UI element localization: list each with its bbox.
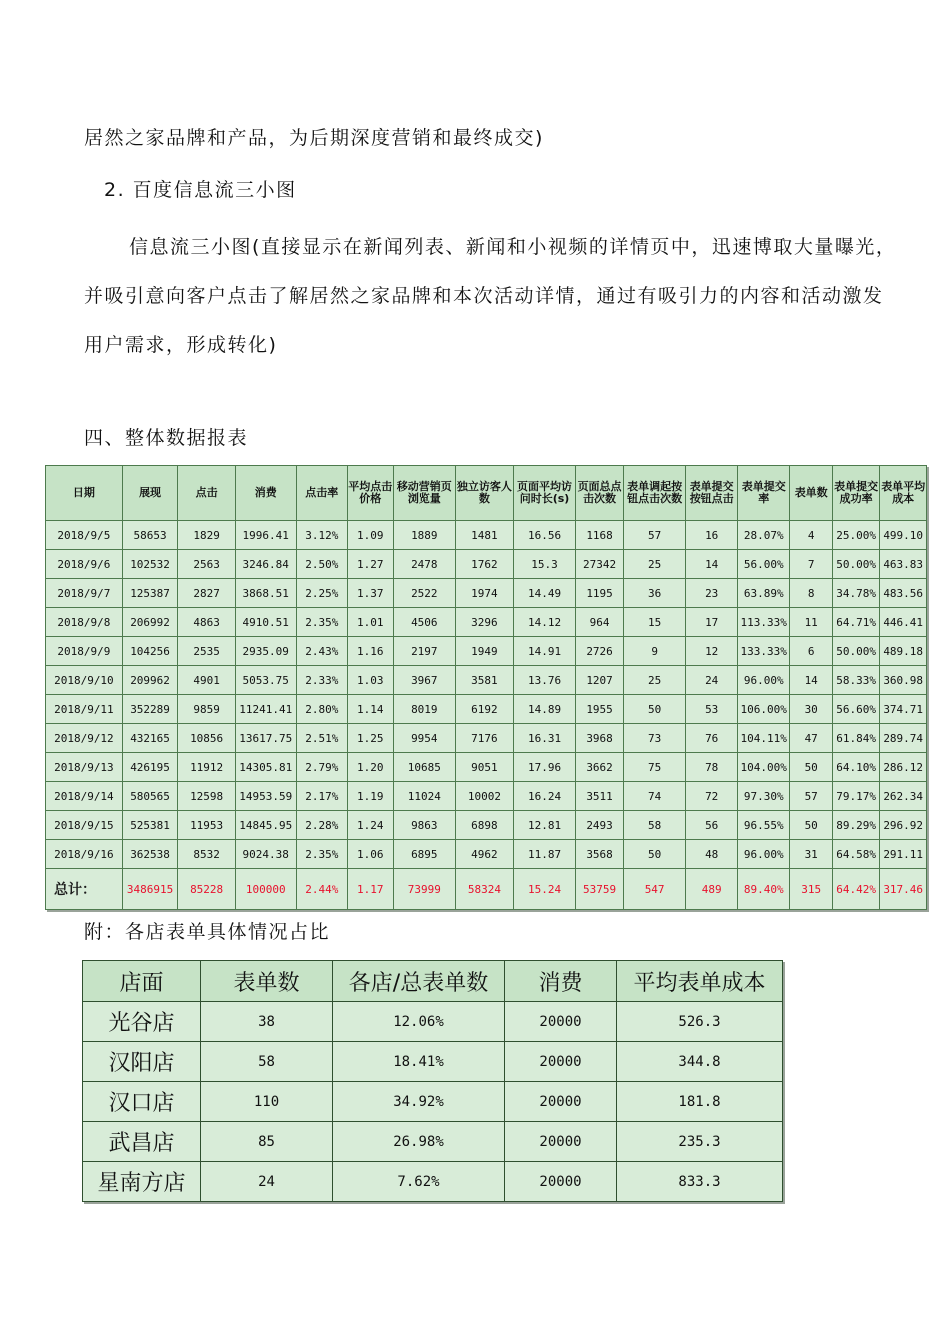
table-cell: 14.89 — [513, 695, 576, 724]
table-row — [46, 811, 927, 840]
table-row — [46, 753, 927, 782]
table-cell: 525381 — [122, 811, 178, 840]
table-cell: 499.10 — [880, 521, 927, 550]
table-row — [46, 521, 927, 550]
table-cell: 57 — [623, 521, 686, 550]
table-cell: 6 — [790, 637, 832, 666]
table-cell: 25 — [623, 550, 686, 579]
table-row — [46, 608, 927, 637]
table-cell: 20000 — [505, 1122, 617, 1162]
table-cell: 16.56 — [513, 521, 576, 550]
table-cell: 580565 — [122, 782, 178, 811]
table-cell: 125387 — [122, 579, 178, 608]
table-cell: 50.00% — [832, 637, 879, 666]
store-header-row — [83, 961, 783, 1002]
date-cell: 2018/9/14 — [46, 782, 123, 811]
table-cell: 1.27 — [348, 550, 393, 579]
table-cell: 296.92 — [880, 811, 927, 840]
column-header: 表单数 — [790, 466, 832, 521]
table-cell: 13617.75 — [235, 724, 296, 753]
table-cell: 34.78% — [832, 579, 879, 608]
table-cell: 14305.81 — [235, 753, 296, 782]
column-header: 表单提交率 — [737, 466, 790, 521]
table-cell: 27342 — [576, 550, 623, 579]
table-cell: 20000 — [505, 1162, 617, 1202]
table-cell: 96.00% — [737, 840, 790, 869]
table-row — [46, 782, 927, 811]
table-cell: 4506 — [393, 608, 456, 637]
table-cell: 53 — [686, 695, 738, 724]
table-cell: 2.51% — [296, 724, 348, 753]
table-row — [46, 695, 927, 724]
table-cell: 1.24 — [348, 811, 393, 840]
report-body — [46, 521, 927, 910]
table-cell: 14 — [686, 550, 738, 579]
table-cell: 352289 — [122, 695, 178, 724]
table-cell: 16 — [686, 521, 738, 550]
column-header: 消费 — [505, 961, 617, 1002]
table-cell: 72 — [686, 782, 738, 811]
table-cell: 2726 — [576, 637, 623, 666]
table-cell: 28.07% — [737, 521, 790, 550]
total-cell: 489 — [686, 869, 738, 910]
table-row — [46, 637, 927, 666]
table-cell: 9954 — [393, 724, 456, 753]
column-header: 独立访客人数 — [456, 466, 514, 521]
total-cell: 53759 — [576, 869, 623, 910]
paragraph-brand: 居然之家品牌和产品，为后期深度营销和最终成交) — [84, 127, 544, 149]
total-cell: 64.42% — [832, 869, 879, 910]
table-cell: 106.00% — [737, 695, 790, 724]
column-header: 表单提交成功率 — [832, 466, 879, 521]
table-cell: 24 — [686, 666, 738, 695]
table-cell: 6898 — [456, 811, 514, 840]
total-cell: 547 — [623, 869, 686, 910]
table-cell: 2.28% — [296, 811, 348, 840]
table-cell: 3581 — [456, 666, 514, 695]
table-cell: 78 — [686, 753, 738, 782]
table-cell: 483.56 — [880, 579, 927, 608]
paragraph-feed-description: 信息流三小图(直接显示在新闻列表、新闻和小视频的详情页中，迅速博取大量曝光，并吸引意向客户点击了解居然之家品牌和本次活动详情，通过有吸引力的内容和活动激发用户需求，形成转化) — [84, 236, 897, 356]
table-cell: 262.34 — [880, 782, 927, 811]
table-cell: 2.35% — [296, 608, 348, 637]
table-cell: 34.92% — [333, 1082, 505, 1122]
table-cell: 2.43% — [296, 637, 348, 666]
table-cell: 58.33% — [832, 666, 879, 695]
store-name-cell: 汉口店 — [83, 1082, 201, 1122]
table-cell: 96.55% — [737, 811, 790, 840]
table-cell: 64.71% — [832, 608, 879, 637]
table-cell: 1207 — [576, 666, 623, 695]
table-cell: 96.00% — [737, 666, 790, 695]
table-cell: 344.8 — [617, 1042, 783, 1082]
table-cell: 2935.09 — [235, 637, 296, 666]
table-cell: 75 — [623, 753, 686, 782]
column-header: 点击率 — [296, 466, 348, 521]
table-cell: 14953.59 — [235, 782, 296, 811]
table-cell: 4 — [790, 521, 832, 550]
table-cell: 7176 — [456, 724, 514, 753]
table-cell: 3511 — [576, 782, 623, 811]
table-row — [83, 1042, 783, 1082]
table-cell: 1.19 — [348, 782, 393, 811]
table-cell: 1889 — [393, 521, 456, 550]
table-cell: 20000 — [505, 1002, 617, 1042]
table-cell: 104.11% — [737, 724, 790, 753]
table-cell: 4910.51 — [235, 608, 296, 637]
table-cell: 4863 — [178, 608, 236, 637]
table-cell: 9051 — [456, 753, 514, 782]
table-cell: 2.17% — [296, 782, 348, 811]
table-cell: 17 — [686, 608, 738, 637]
column-header: 表单提交按钮点击 — [686, 466, 738, 521]
table-cell: 4962 — [456, 840, 514, 869]
table-cell: 2535 — [178, 637, 236, 666]
table-cell: 11.87 — [513, 840, 576, 869]
table-cell: 10856 — [178, 724, 236, 753]
table-cell: 26.98% — [333, 1122, 505, 1162]
total-cell: 3486915 — [122, 869, 178, 910]
table-cell: 1.14 — [348, 695, 393, 724]
table-cell: 56.00% — [737, 550, 790, 579]
total-cell: 15.24 — [513, 869, 576, 910]
total-cell: 73999 — [393, 869, 456, 910]
table-cell: 16.24 — [513, 782, 576, 811]
table-cell: 50 — [623, 695, 686, 724]
table-cell: 10685 — [393, 753, 456, 782]
column-header: 平均表单成本 — [617, 961, 783, 1002]
table-cell: 2.35% — [296, 840, 348, 869]
store-body — [83, 1002, 783, 1202]
total-cell: 100000 — [235, 869, 296, 910]
table-row — [83, 1002, 783, 1042]
store-name-cell: 汉阳店 — [83, 1042, 201, 1082]
table-cell: 374.71 — [880, 695, 927, 724]
table-cell: 6192 — [456, 695, 514, 724]
table-cell: 48 — [686, 840, 738, 869]
date-cell: 2018/9/7 — [46, 579, 123, 608]
table-cell: 38 — [201, 1002, 333, 1042]
column-header: 日期 — [46, 466, 123, 521]
table-cell: 73 — [623, 724, 686, 753]
table-cell: 14845.95 — [235, 811, 296, 840]
table-cell: 20000 — [505, 1042, 617, 1082]
table-cell: 3568 — [576, 840, 623, 869]
total-cell: 58324 — [456, 869, 514, 910]
table-cell: 58653 — [122, 521, 178, 550]
table-cell: 1996.41 — [235, 521, 296, 550]
table-cell: 14.12 — [513, 608, 576, 637]
table-cell: 1.20 — [348, 753, 393, 782]
total-cell: 1.17 — [348, 869, 393, 910]
table-cell: 50 — [790, 753, 832, 782]
total-row — [46, 869, 927, 910]
table-cell: 1.03 — [348, 666, 393, 695]
table-cell: 64.58% — [832, 840, 879, 869]
table-cell: 1.01 — [348, 608, 393, 637]
column-header: 点击 — [178, 466, 236, 521]
table-cell: 15 — [623, 608, 686, 637]
total-label: 总计： — [46, 869, 123, 910]
column-header: 店面 — [83, 961, 201, 1002]
date-cell: 2018/9/6 — [46, 550, 123, 579]
table-cell: 63.89% — [737, 579, 790, 608]
table-cell: 11241.41 — [235, 695, 296, 724]
date-cell: 2018/9/12 — [46, 724, 123, 753]
table-cell: 7 — [790, 550, 832, 579]
table-cell: 9859 — [178, 695, 236, 724]
table-cell: 11912 — [178, 753, 236, 782]
column-header: 移动营销页浏览量 — [393, 466, 456, 521]
table-cell: 426195 — [122, 753, 178, 782]
table-cell: 30 — [790, 695, 832, 724]
table-cell: 289.74 — [880, 724, 927, 753]
table-cell: 3.12% — [296, 521, 348, 550]
table-cell: 3246.84 — [235, 550, 296, 579]
table-cell: 74 — [623, 782, 686, 811]
column-header: 表单数 — [201, 961, 333, 1002]
table-cell: 14 — [790, 666, 832, 695]
column-header: 平均点击价格 — [348, 466, 393, 521]
table-cell: 17.96 — [513, 753, 576, 782]
column-header: 页面总点击次数 — [576, 466, 623, 521]
date-cell: 2018/9/13 — [46, 753, 123, 782]
table-cell: 14.49 — [513, 579, 576, 608]
table-cell: 3296 — [456, 608, 514, 637]
table-row — [46, 550, 927, 579]
table-cell: 56 — [686, 811, 738, 840]
table-cell: 12598 — [178, 782, 236, 811]
table-cell: 4901 — [178, 666, 236, 695]
table-cell: 58 — [201, 1042, 333, 1082]
report-header-row — [46, 466, 927, 521]
table-cell: 1.37 — [348, 579, 393, 608]
table-cell: 2827 — [178, 579, 236, 608]
table-row — [46, 579, 927, 608]
table-cell: 3967 — [393, 666, 456, 695]
table-cell: 58 — [623, 811, 686, 840]
table-row — [46, 724, 927, 753]
table-cell: 9863 — [393, 811, 456, 840]
section-title-data-report: 四、整体数据报表 — [84, 427, 249, 449]
column-header: 表单平均成本 — [880, 466, 927, 521]
table-cell: 1974 — [456, 579, 514, 608]
table-cell: 89.29% — [832, 811, 879, 840]
table-cell: 14.91 — [513, 637, 576, 666]
table-cell: 110 — [201, 1082, 333, 1122]
store-name-cell: 光谷店 — [83, 1002, 201, 1042]
date-cell: 2018/9/5 — [46, 521, 123, 550]
store-name-cell: 星南方店 — [83, 1162, 201, 1202]
appendix-title: 附：各店表单具体情况占比 — [84, 921, 331, 943]
table-cell: 7.62% — [333, 1162, 505, 1202]
table-cell: 2522 — [393, 579, 456, 608]
table-cell: 25 — [623, 666, 686, 695]
table-cell: 20000 — [505, 1082, 617, 1122]
table-cell: 113.33% — [737, 608, 790, 637]
table-cell: 446.41 — [880, 608, 927, 637]
table-cell: 3968 — [576, 724, 623, 753]
table-cell: 50.00% — [832, 550, 879, 579]
table-cell: 3868.51 — [235, 579, 296, 608]
table-cell: 16.31 — [513, 724, 576, 753]
table-cell: 102532 — [122, 550, 178, 579]
column-header: 各店/总表单数 — [333, 961, 505, 1002]
table-cell: 47 — [790, 724, 832, 753]
table-row — [46, 666, 927, 695]
table-cell: 3662 — [576, 753, 623, 782]
table-cell: 432165 — [122, 724, 178, 753]
total-cell: 315 — [790, 869, 832, 910]
table-cell: 206992 — [122, 608, 178, 637]
table-cell: 463.83 — [880, 550, 927, 579]
table-cell: 2.79% — [296, 753, 348, 782]
column-header: 展现 — [122, 466, 178, 521]
table-cell: 6895 — [393, 840, 456, 869]
table-cell: 181.8 — [617, 1082, 783, 1122]
table-row — [83, 1082, 783, 1122]
table-cell: 11 — [790, 608, 832, 637]
table-cell: 13.76 — [513, 666, 576, 695]
table-row — [83, 1162, 783, 1202]
table-cell: 2493 — [576, 811, 623, 840]
table-cell: 489.18 — [880, 637, 927, 666]
table-cell: 31 — [790, 840, 832, 869]
table-cell: 2.50% — [296, 550, 348, 579]
table-cell: 18.41% — [333, 1042, 505, 1082]
total-cell: 89.40% — [737, 869, 790, 910]
column-header: 表单调起按钮点击次数 — [623, 466, 686, 521]
data-report-table — [45, 465, 927, 910]
table-cell: 1.09 — [348, 521, 393, 550]
table-row — [46, 840, 927, 869]
table-cell: 12 — [686, 637, 738, 666]
date-cell: 2018/9/8 — [46, 608, 123, 637]
table-cell: 526.3 — [617, 1002, 783, 1042]
table-cell: 286.12 — [880, 753, 927, 782]
table-cell: 104.00% — [737, 753, 790, 782]
table-cell: 360.98 — [880, 666, 927, 695]
table-cell: 56.60% — [832, 695, 879, 724]
table-cell: 1949 — [456, 637, 514, 666]
total-cell: 2.44% — [296, 869, 348, 910]
table-cell: 57 — [790, 782, 832, 811]
table-row — [83, 1122, 783, 1162]
table-cell: 362538 — [122, 840, 178, 869]
table-cell: 8532 — [178, 840, 236, 869]
table-cell: 25.00% — [832, 521, 879, 550]
table-cell: 1168 — [576, 521, 623, 550]
date-cell: 2018/9/10 — [46, 666, 123, 695]
table-cell: 36 — [623, 579, 686, 608]
table-cell: 9 — [623, 637, 686, 666]
table-cell: 833.3 — [617, 1162, 783, 1202]
table-cell: 85 — [201, 1122, 333, 1162]
table-cell: 1.25 — [348, 724, 393, 753]
table-cell: 8 — [790, 579, 832, 608]
table-cell: 24 — [201, 1162, 333, 1202]
table-cell: 2.80% — [296, 695, 348, 724]
table-cell: 12.06% — [333, 1002, 505, 1042]
table-cell: 2478 — [393, 550, 456, 579]
table-cell: 23 — [686, 579, 738, 608]
table-cell: 104256 — [122, 637, 178, 666]
table-cell: 11953 — [178, 811, 236, 840]
table-cell: 15.3 — [513, 550, 576, 579]
table-cell: 209962 — [122, 666, 178, 695]
table-cell: 10002 — [456, 782, 514, 811]
table-cell: 11024 — [393, 782, 456, 811]
table-cell: 2197 — [393, 637, 456, 666]
total-cell: 85228 — [178, 869, 236, 910]
table-cell: 8019 — [393, 695, 456, 724]
table-cell: 1.16 — [348, 637, 393, 666]
table-cell: 1955 — [576, 695, 623, 724]
heading-baidu-feed: 2. 百度信息流三小图 — [104, 179, 297, 201]
table-cell: 133.33% — [737, 637, 790, 666]
table-cell: 235.3 — [617, 1122, 783, 1162]
table-cell: 79.17% — [832, 782, 879, 811]
column-header: 消费 — [235, 466, 296, 521]
table-cell: 50 — [623, 840, 686, 869]
table-cell: 97.30% — [737, 782, 790, 811]
column-header: 页面平均访问时长(s) — [513, 466, 576, 521]
date-cell: 2018/9/15 — [46, 811, 123, 840]
table-cell: 1.06 — [348, 840, 393, 869]
table-cell: 1195 — [576, 579, 623, 608]
table-cell: 2563 — [178, 550, 236, 579]
table-cell: 76 — [686, 724, 738, 753]
table-cell: 9024.38 — [235, 840, 296, 869]
table-cell: 1481 — [456, 521, 514, 550]
date-cell: 2018/9/11 — [46, 695, 123, 724]
table-cell: 2.25% — [296, 579, 348, 608]
table-cell: 5053.75 — [235, 666, 296, 695]
date-cell: 2018/9/9 — [46, 637, 123, 666]
table-cell: 12.81 — [513, 811, 576, 840]
store-name-cell: 武昌店 — [83, 1122, 201, 1162]
date-cell: 2018/9/16 — [46, 840, 123, 869]
total-cell: 317.46 — [880, 869, 927, 910]
store-forms-table — [82, 960, 783, 1202]
table-cell: 291.11 — [880, 840, 927, 869]
table-cell: 1762 — [456, 550, 514, 579]
table-cell: 61.84% — [832, 724, 879, 753]
table-cell: 50 — [790, 811, 832, 840]
table-cell: 1829 — [178, 521, 236, 550]
table-cell: 2.33% — [296, 666, 348, 695]
table-cell: 64.10% — [832, 753, 879, 782]
table-cell: 964 — [576, 608, 623, 637]
